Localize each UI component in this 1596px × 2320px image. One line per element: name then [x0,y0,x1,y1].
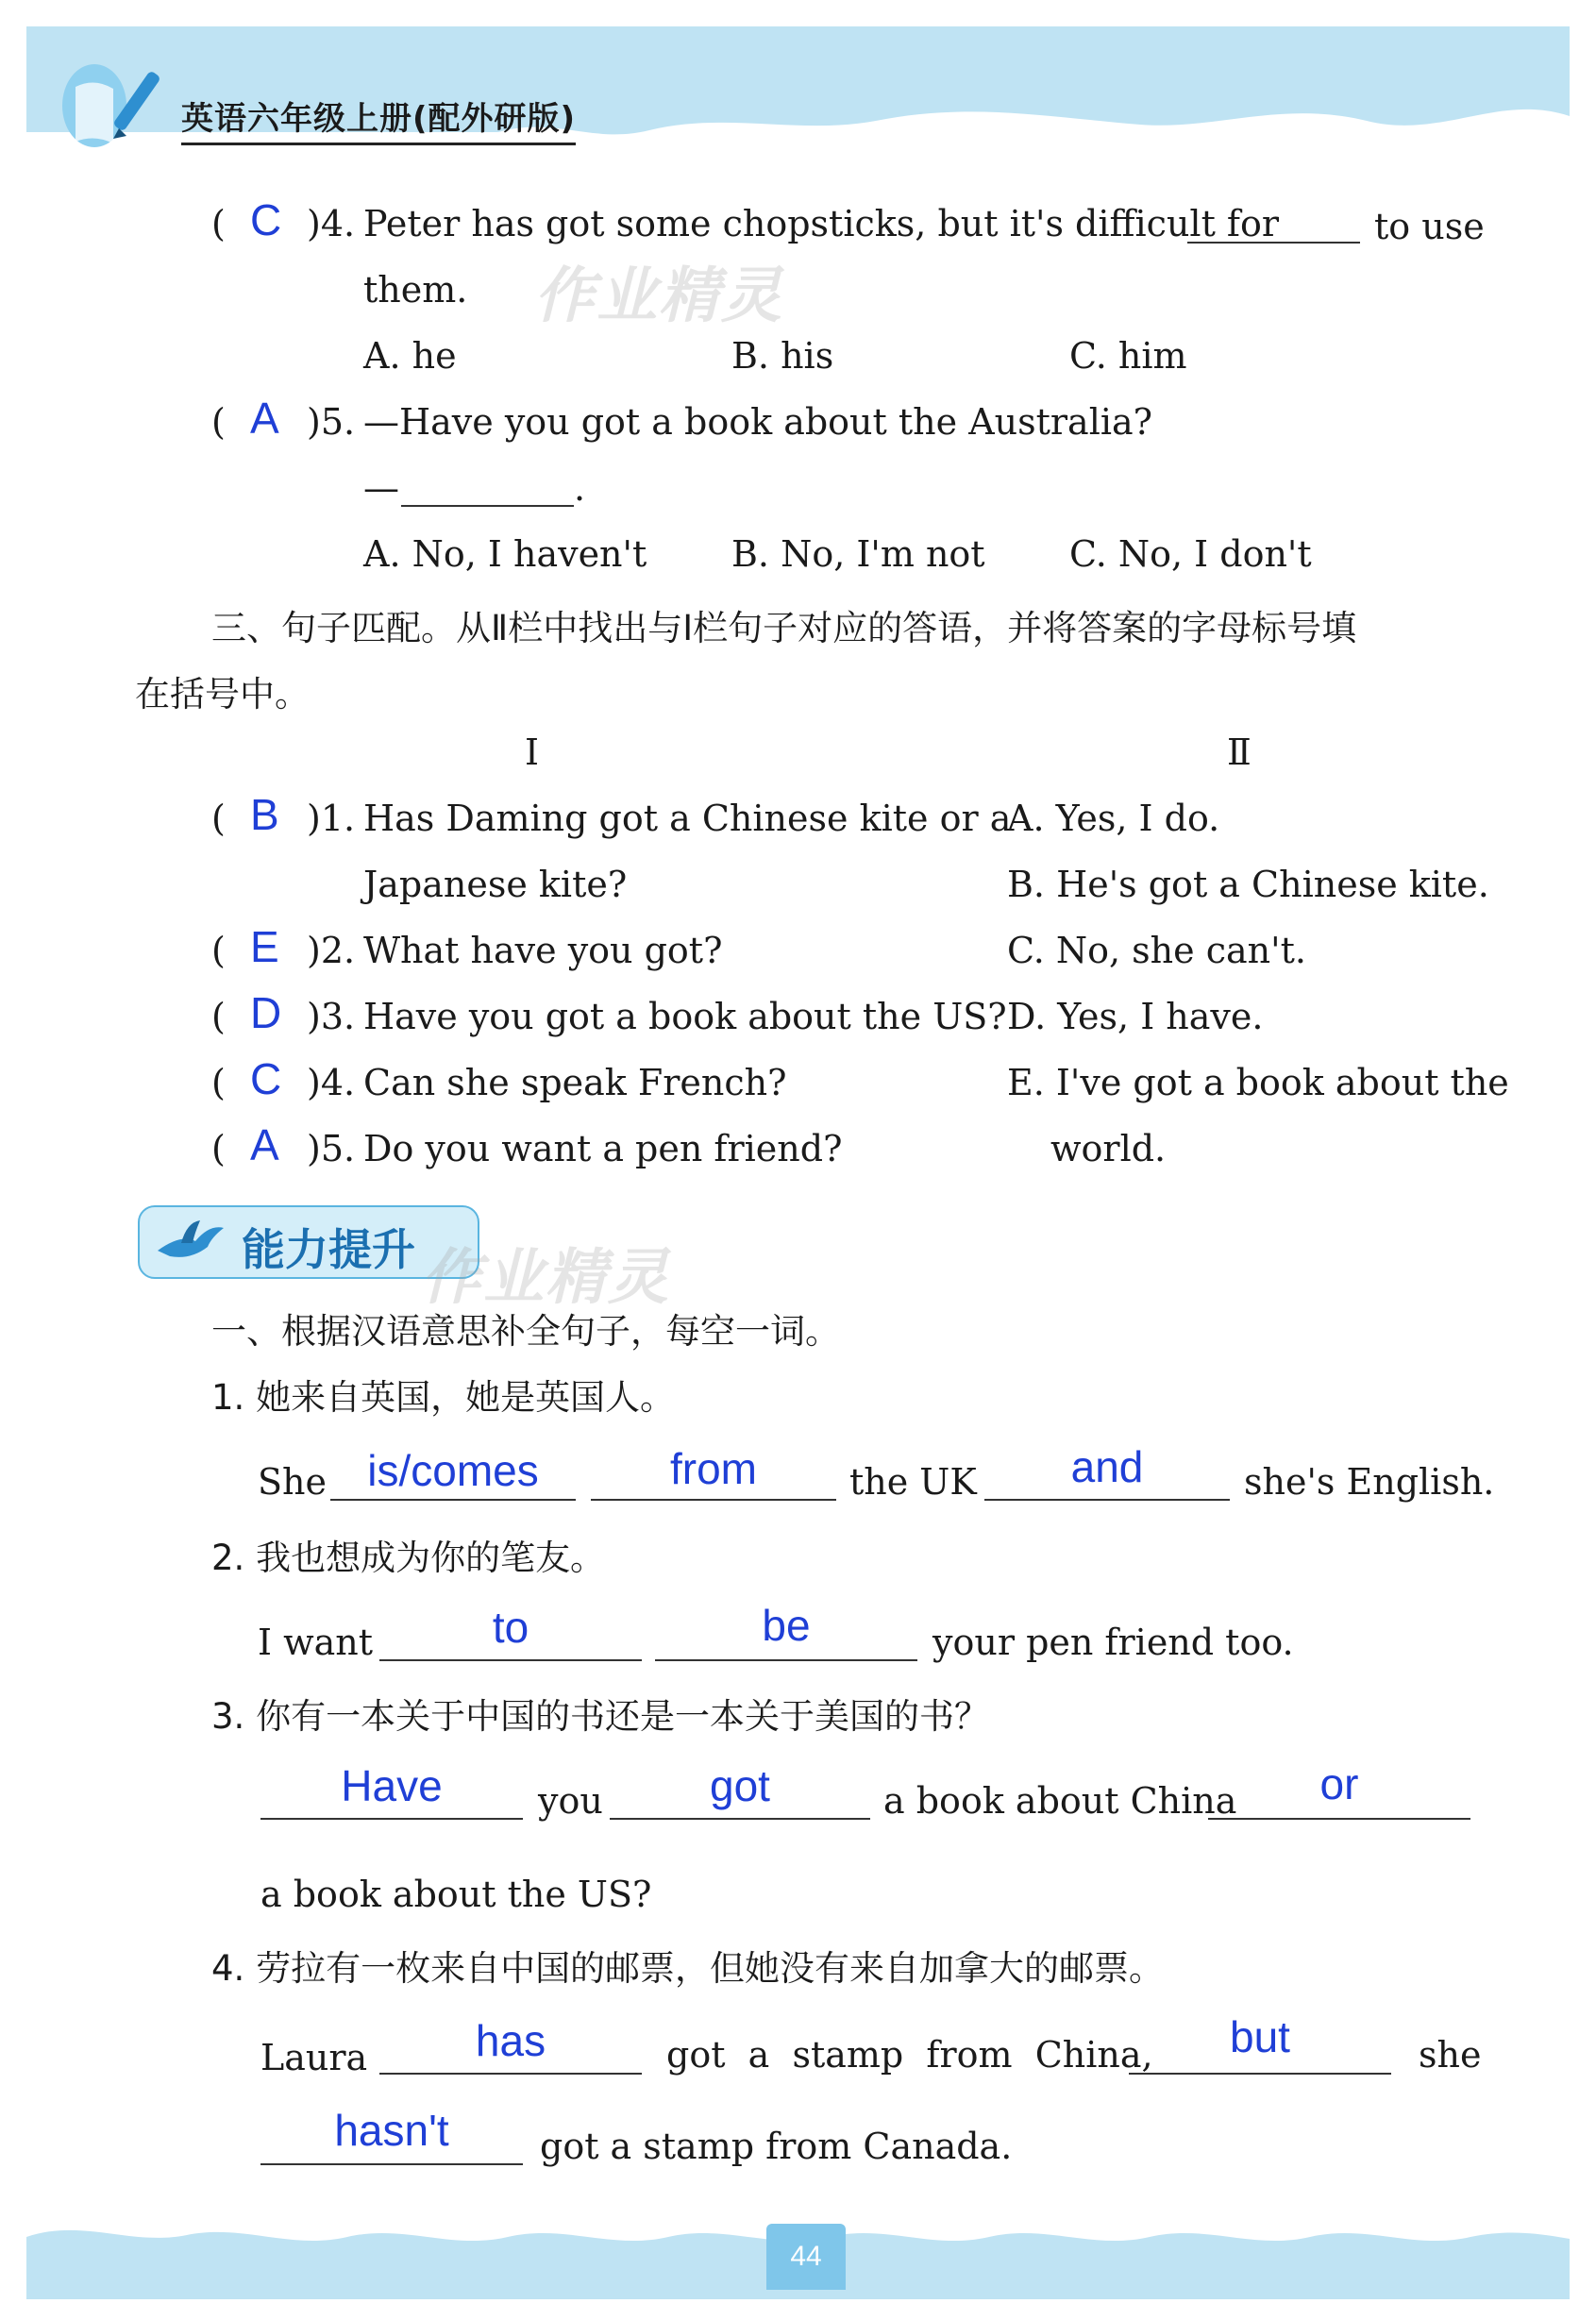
s3-q5-answer: A [250,1120,279,1169]
s3-q1-text-cont: Japanese kite? [363,864,628,905]
fill-q4-blank-1 [379,2073,642,2075]
s3-q2-text: What have you got? [363,930,723,971]
s3-q5-paren: ( [211,1128,226,1169]
q5-option-c: C. No, I don't [1069,533,1312,575]
q4-number: )4. [307,203,356,244]
watermark: 作业精灵 [534,261,783,331]
s3-q4-number: )4. [307,1062,356,1103]
q5-number: )5. [307,401,356,443]
q5-option-b: B. No, I'm not [731,533,985,575]
s3-q2-paren: ( [211,930,226,971]
header-logo-icon [57,49,170,153]
q4-stem: Peter has got some chopsticks, but it's difficult for [363,203,1280,244]
fill-q3-blank-1 [260,1818,523,1820]
fill-q2-answer-1: to [492,1603,529,1652]
reply-b: B. He's got a Chinese kite. [1007,864,1489,905]
q5-open-paren: ( [211,401,226,443]
q5-blank [401,505,574,507]
s3-q1-text: Has Daming got a Chinese kite or a [363,798,1012,839]
s3-q1-number: )1. [307,798,356,839]
s3-q4-text: Can she speak French? [363,1062,787,1103]
s3-q4-answer: C [250,1054,282,1103]
page-number: 44 [790,2241,822,2272]
s3-q1-answer: B [250,790,279,839]
fill-q3-chinese: 3. 你有一本关于中国的书还是一本关于美国的书？ [211,1696,990,1737]
fill-q4-blank-2 [1129,2073,1391,2075]
fill-q1-blank-3 [984,1499,1230,1501]
fill-q4-word-1: Laura [260,2037,368,2078]
q5-option-a: A. No, I haven't [363,533,647,575]
fill-q2-word-2: your pen friend too. [932,1622,1294,1663]
fill-q4-answer-2: but [1230,2012,1290,2061]
header-title: 英语六年级上册(配外研版) [181,92,576,145]
fill-q3-word-2: a book about China [883,1780,1237,1822]
reply-e-cont: world. [1050,1128,1167,1169]
s3-q2-number: )2. [307,930,356,971]
q4-open-paren: ( [211,203,226,244]
fill-q2-chinese: 2. 我也想成为你的笔友。 [211,1538,606,1578]
fill-q4-blank-3 [260,2163,523,2165]
fill-q1-answer-2: from [670,1444,757,1493]
fill-q3-answer-3: or [1319,1759,1359,1808]
q4-answer: C [250,195,282,244]
s3-q3-text: Have you got a book about the US? [363,996,1007,1037]
fill-q4-word-4: got a stamp from Canada. [540,2126,1013,2167]
bird-icon [153,1215,228,1271]
watermark-2: 作业精灵 [421,1243,670,1313]
s3-q3-number: )3. [307,996,356,1037]
page-number-tab [766,2224,846,2290]
fill-q1-word-3: she's English. [1244,1461,1495,1503]
fill-q2-word-1: I want [258,1622,374,1663]
reply-d: D. Yes, I have. [1007,996,1264,1037]
s3-q3-paren: ( [211,996,226,1037]
fill-q1-chinese: 1. 她来自英国，她是英国人。 [211,1377,676,1418]
fill-q1-blank-1 [330,1499,576,1501]
fill-q2-blank-1 [379,1659,642,1661]
fill-q3-blank-3 [1208,1818,1470,1820]
fill-q1-answer-3: and [1070,1442,1144,1491]
fill-q1-word-2: the UK [849,1461,977,1503]
fill-q3-blank-2 [610,1818,870,1820]
fill-q4-word-3: she [1419,2034,1482,2076]
q4-stem-c: them. [363,269,468,311]
q5-reply-dash: — [363,467,399,509]
q4-stem-b: to use [1374,206,1485,247]
s3-q3-answer: D [250,988,282,1037]
column-1-header: Ⅰ [525,731,540,773]
q5-answer: A [250,394,279,443]
section3-instruction: 三、句子匹配。从Ⅱ栏中找出与Ⅰ栏句子对应的答语，并将答案的字母标号填 [211,608,1357,648]
q5-stem: —Have you got a book about the Australia? [363,401,1153,443]
fill-q4-word-2: got a stamp from China, [666,2034,1153,2076]
fill-q4-chinese: 4. 劳拉有一枚来自中国的邮票，但她没有来自加拿大的邮票。 [211,1948,1165,1989]
ability-banner-title: 能力提升 [242,1224,415,1275]
fill-q1-answer-1: is/comes [367,1446,539,1495]
fill-q3-answer-2: got [710,1761,770,1810]
q4-option-a: A. he [363,335,457,377]
s3-q2-answer: E [250,922,279,971]
q4-option-c: C. him [1069,335,1187,377]
s3-q5-number: )5. [307,1128,356,1169]
column-2-header: Ⅱ [1227,731,1252,773]
ability-instruction: 一、根据汉语意思补全句子，每空一词。 [211,1311,840,1352]
s3-q1-paren: ( [211,798,226,839]
q4-blank [1187,242,1360,244]
fill-q1-word-1: She [258,1461,327,1503]
fill-q1-blank-2 [591,1499,836,1501]
fill-q4-answer-1: has [475,2016,546,2065]
s3-q4-paren: ( [211,1062,226,1103]
s3-q5-text: Do you want a pen friend? [363,1128,843,1169]
section3-instruction-cont: 在括号中。 [135,674,310,714]
fill-q3-word-3: a book about the US? [260,1874,652,1915]
q4-option-b: B. his [731,335,834,377]
fill-q2-blank-2 [655,1659,917,1661]
q5-reply-end: . [574,467,586,509]
fill-q2-answer-2: be [762,1601,811,1650]
fill-q3-answer-1: Have [341,1761,443,1810]
reply-c: C. No, she can't. [1007,930,1306,971]
fill-q4-answer-3: hasn't [334,2106,449,2155]
reply-a: A. Yes, I do. [1007,798,1220,839]
reply-e: E. I've got a book about the [1007,1062,1509,1103]
fill-q3-word-1: you [538,1780,603,1822]
